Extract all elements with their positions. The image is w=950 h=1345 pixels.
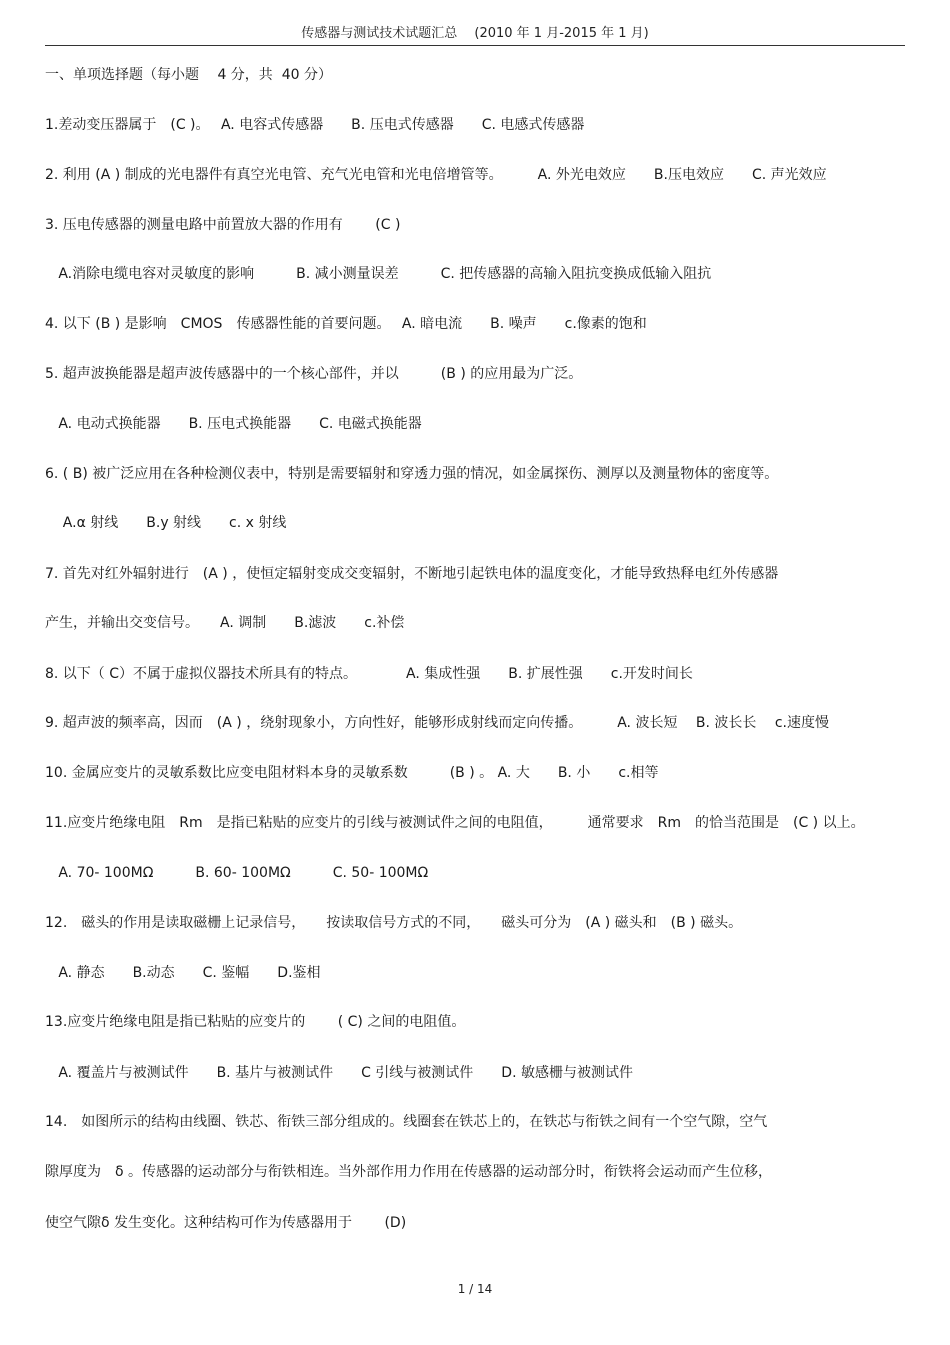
question-3-options: A.消除电缆电容对灵敏度的影响 B. 减小测量误差 C. 把传感器的高输入阻抗变换成低输入阻抗: [45, 266, 712, 282]
question-6: 6. ( B) 被广泛应用在各种检测仪表中，特别是需要辐射和穿透力强的情况，如金属探伤、测厚以及测量物体的密度等。: [45, 466, 779, 482]
question-3: 3. 压电传感器的测量电路中前置放大器的作用有 (C ): [45, 217, 401, 233]
question-13-options: A. 覆盖片与被测试件 B. 基片与被测试件 C 引线与被测试件 D. 敏感栅与被测试件: [45, 1065, 633, 1081]
question-5-options: A. 电动式换能器 B. 压电式换能器 C. 电磁式换能器: [45, 416, 422, 432]
question-7: 7. 首先对红外辐射进行 (A ) ，使恒定辐射变成交变辐射，不断地引起铁电体的温度变化，才能导致热释电红外传感器: [45, 566, 779, 582]
section-heading: 一、单项选择题（每小题 4 分，共 40 分）: [45, 67, 332, 83]
question-13: 13.应变片绝缘电阻是指已粘贴的应变片的 ( C) 之间的电阻值。: [45, 1014, 466, 1030]
question-10: 10. 金属应变片的灵敏系数比应变电阻材料本身的灵敏系数 (B ) 。 A. 大 B. 小 c.相等: [45, 765, 659, 781]
question-5: 5. 超声波换能器是超声波传感器中的一个核心部件，并以 (B ) 的应用最为广泛。: [45, 366, 583, 382]
page-number: 1 / 14: [457, 1282, 493, 1296]
question-2: 2. 利用 (A ) 制成的光电器件有真空光电管、充气光电管和光电倍增管等。 A. 外光电效应 B.压电效应 C. 声光效应: [45, 167, 827, 183]
question-11-options: A. 70- 100MΩ B. 60- 100MΩ C. 50- 100MΩ: [45, 865, 429, 881]
question-8: 8. 以下（ C）不属于虚拟仪器技术所具有的特点。 A. 集成性强 B. 扩展性强 c.开发时间长: [45, 666, 693, 682]
question-4: 4. 以下 (B ) 是影响 CMOS 传感器性能的首要问题。 A. 暗电流 B. 噪声 c.像素的饱和: [45, 316, 647, 332]
question-9: 9. 超声波的频率高，因而 (A ) ，绕射现象小，方向性好，能够形成射线而定向传播。 A. 波长短 B. 波长长 c.速度慢: [45, 715, 829, 731]
question-14-cont-1: 隙厚度为 δ 。传感器的运动部分与衔铁相连。当外部作用力作用在传感器的运动部分时，衔铁将会运动而产生位移，: [45, 1164, 773, 1180]
question-7-cont: 产生，并输出交变信号。 A. 调制 B.滤波 c.补偿: [45, 615, 405, 631]
question-14-cont-2: 使空气隙δ 发生变化。这种结构可作为传感器用于 (D): [45, 1215, 407, 1231]
question-12: 12. 磁头的作用是读取磁栅上记录信号， 按读取信号方式的不同， 磁头可分为 (A ) 磁头和 (B ) 磁头。: [45, 915, 743, 931]
question-6-options: A.α 射线 B.y 射线 c. x 射线: [45, 515, 287, 531]
header-rule: [45, 45, 905, 46]
page-header: 传感器与测试技术试题汇总 (2010 年 1 月-2015 年 1 月): [301, 26, 649, 41]
question-11: 11.应变片绝缘电阻 Rm 是指已粘贴的应变片的引线与被测试件之间的电阻值， 通常要求 Rm 的恰当范围是 (C ) 以上。: [45, 815, 865, 831]
question-12-options: A. 静态 B.动态 C. 鉴幅 D.鉴相: [45, 965, 321, 981]
question-1: 1.差动变压器属于 (C )。 A. 电容式传感器 B. 压电式传感器 C. 电感式传感器: [45, 117, 585, 133]
question-14: 14. 如图所示的结构由线圈、铁芯、衔铁三部分组成的。线圈套在铁芯上的，在铁芯与衔铁之间有一个空气隙，空气: [45, 1114, 768, 1130]
